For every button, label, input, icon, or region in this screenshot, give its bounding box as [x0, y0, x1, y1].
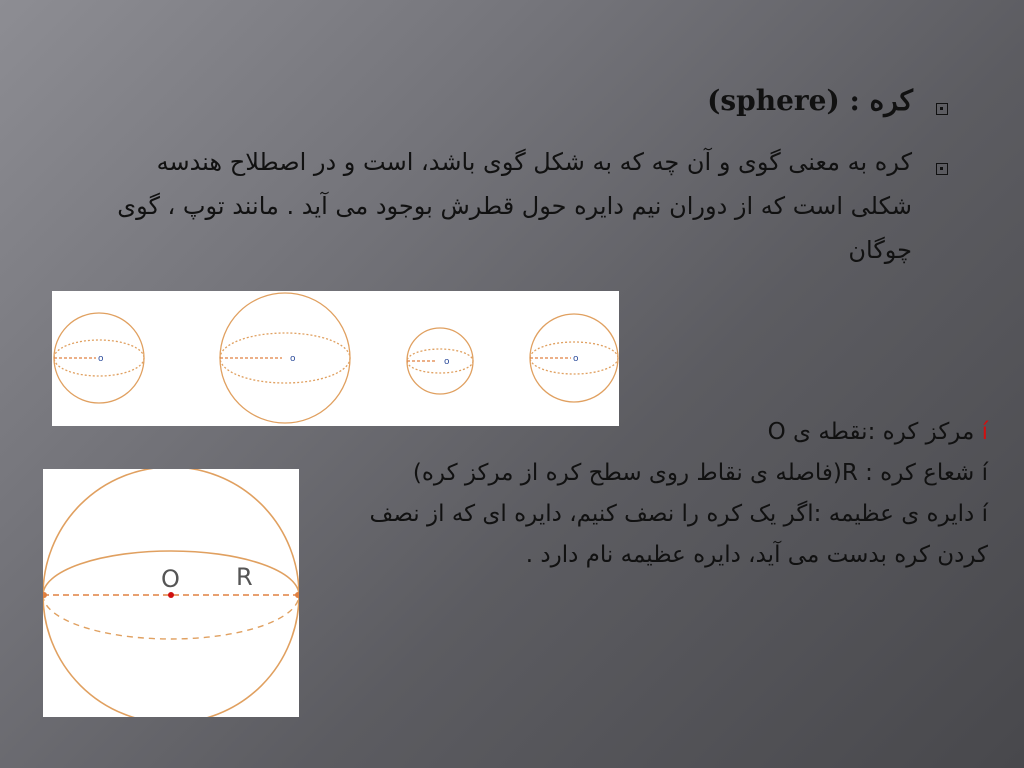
- definitions-block: [312, 412, 988, 576]
- definition-radius-text: شعاع کره : R(فاصله ی نقاط روی سطح کره از مرکز کره): [412, 460, 975, 486]
- slide-paragraph: کره به معنی گوی و آن چه که به شکل گوی باشد، است و در اصطلاح هندسه شکلی است که از دوران نیم دایره حول قطرش بوجود می آید . مانند توپ ، گوی چوگان: [117, 148, 912, 264]
- title-bullet-icon: [936, 103, 948, 115]
- great-circle-figure: [43, 469, 299, 717]
- definition-center: [312, 412, 988, 453]
- sphere2-center-label: o: [290, 354, 296, 364]
- slide-title: (sphere) : کره: [707, 84, 913, 117]
- great-circle-figure-panel: [43, 469, 299, 717]
- spheres-figure-panel: [52, 291, 619, 426]
- definition-marker: í: [981, 419, 988, 445]
- paragraph-bullet-icon: [936, 163, 948, 175]
- definition-great-circle-text: دایره ی عظیمه :اگر یک کره را نصف کنیم، دایره ای که از نصف کردن کره بدست می آید، دایره عظیمه نام دارد .: [369, 501, 988, 568]
- sphere3-center-label: o: [444, 357, 450, 367]
- sphere4-center-label: o: [573, 354, 579, 364]
- definition-radius: [312, 453, 988, 494]
- sphere1-center-label: o: [98, 354, 104, 364]
- spheres-figure: [52, 291, 619, 426]
- center-o-label: O: [161, 565, 180, 593]
- definition-marker: í: [981, 501, 988, 527]
- radius-r-label: R: [236, 563, 253, 591]
- definition-center-text: مرکز کره :نقطه ی O: [767, 419, 975, 445]
- definition-great-circle: [312, 494, 988, 576]
- definition-marker: í: [981, 460, 988, 486]
